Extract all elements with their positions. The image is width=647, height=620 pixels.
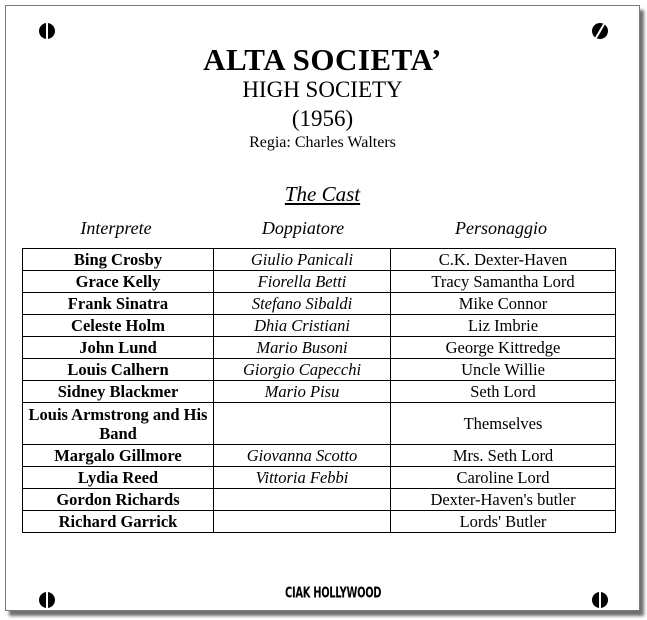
voice-cell: Giorgio Capecchi — [214, 359, 391, 381]
actor-cell: Margalo Gillmore — [23, 445, 214, 467]
film-title: ALTA SOCIETA’ — [203, 42, 442, 77]
table-row — [23, 467, 616, 489]
voice-cell — [214, 489, 391, 511]
film-english-title: HIGH SOCIETY — [242, 77, 403, 102]
voice-cell: Mario Pisu — [214, 381, 391, 403]
actor-cell: Celeste Holm — [23, 315, 214, 337]
table-row — [23, 271, 616, 293]
character-cell: Mrs. Seth Lord — [391, 445, 616, 467]
film-year: (1956) — [291, 106, 354, 131]
screw-icon — [39, 592, 55, 608]
cast-heading: The Cast — [284, 182, 361, 206]
actor-cell: Louis Armstrong and His Band — [23, 403, 214, 445]
actor-cell: Louis Calhern — [23, 359, 214, 381]
character-cell: Caroline Lord — [391, 467, 616, 489]
voice-cell: Stefano Sibaldi — [214, 293, 391, 315]
actor-cell: Grace Kelly — [23, 271, 214, 293]
actor-cell: John Lund — [23, 337, 214, 359]
actor-cell: Lydia Reed — [23, 467, 214, 489]
table-row — [23, 337, 616, 359]
table-row — [23, 359, 616, 381]
ciak-hollywood-logo: CIAK HOLLYWOOD — [285, 584, 382, 602]
voice-cell: Fiorella Betti — [214, 271, 391, 293]
voice-cell: Dhia Cristiani — [214, 315, 391, 337]
director-line: Regia: Charles Walters — [249, 134, 396, 151]
voice-cell: Mario Busoni — [214, 337, 391, 359]
table-row — [23, 249, 616, 271]
character-cell: C.K. Dexter-Haven — [391, 249, 616, 271]
voice-cell: Giulio Panicali — [214, 249, 391, 271]
character-cell: Lords' Butler — [391, 511, 616, 533]
screw-icon — [589, 20, 611, 42]
character-cell: George Kittredge — [391, 337, 616, 359]
character-cell: Tracy Samantha Lord — [391, 271, 616, 293]
table-row — [23, 315, 616, 337]
screw-icon — [39, 23, 55, 39]
voice-cell: Giovanna Scotto — [214, 445, 391, 467]
character-cell: Dexter-Haven's butler — [391, 489, 616, 511]
actor-cell: Gordon Richards — [23, 489, 214, 511]
column-header-character: Personaggio — [455, 218, 547, 238]
character-cell: Uncle Willie — [391, 359, 616, 381]
voice-cell — [214, 511, 391, 533]
voice-cell: Vittoria Febbi — [214, 467, 391, 489]
cast-table — [22, 248, 616, 533]
actor-cell: Richard Garrick — [23, 511, 214, 533]
table-row — [23, 403, 616, 445]
table-row — [23, 293, 616, 315]
column-header-actor: Interprete — [80, 218, 152, 238]
character-cell: Seth Lord — [391, 381, 616, 403]
column-header-voice: Doppiatore — [261, 218, 345, 238]
table-row — [23, 381, 616, 403]
screw-icon — [592, 592, 608, 608]
character-cell: Mike Connor — [391, 293, 616, 315]
actor-cell: Bing Crosby — [23, 249, 214, 271]
table-row — [23, 489, 616, 511]
character-cell: Liz Imbrie — [391, 315, 616, 337]
actor-cell: Sidney Blackmer — [23, 381, 214, 403]
table-row — [23, 511, 616, 533]
cast-plaque — [5, 5, 640, 611]
actor-cell: Frank Sinatra — [23, 293, 214, 315]
character-cell: Themselves — [391, 403, 616, 445]
voice-cell — [214, 403, 391, 445]
table-row — [23, 445, 616, 467]
